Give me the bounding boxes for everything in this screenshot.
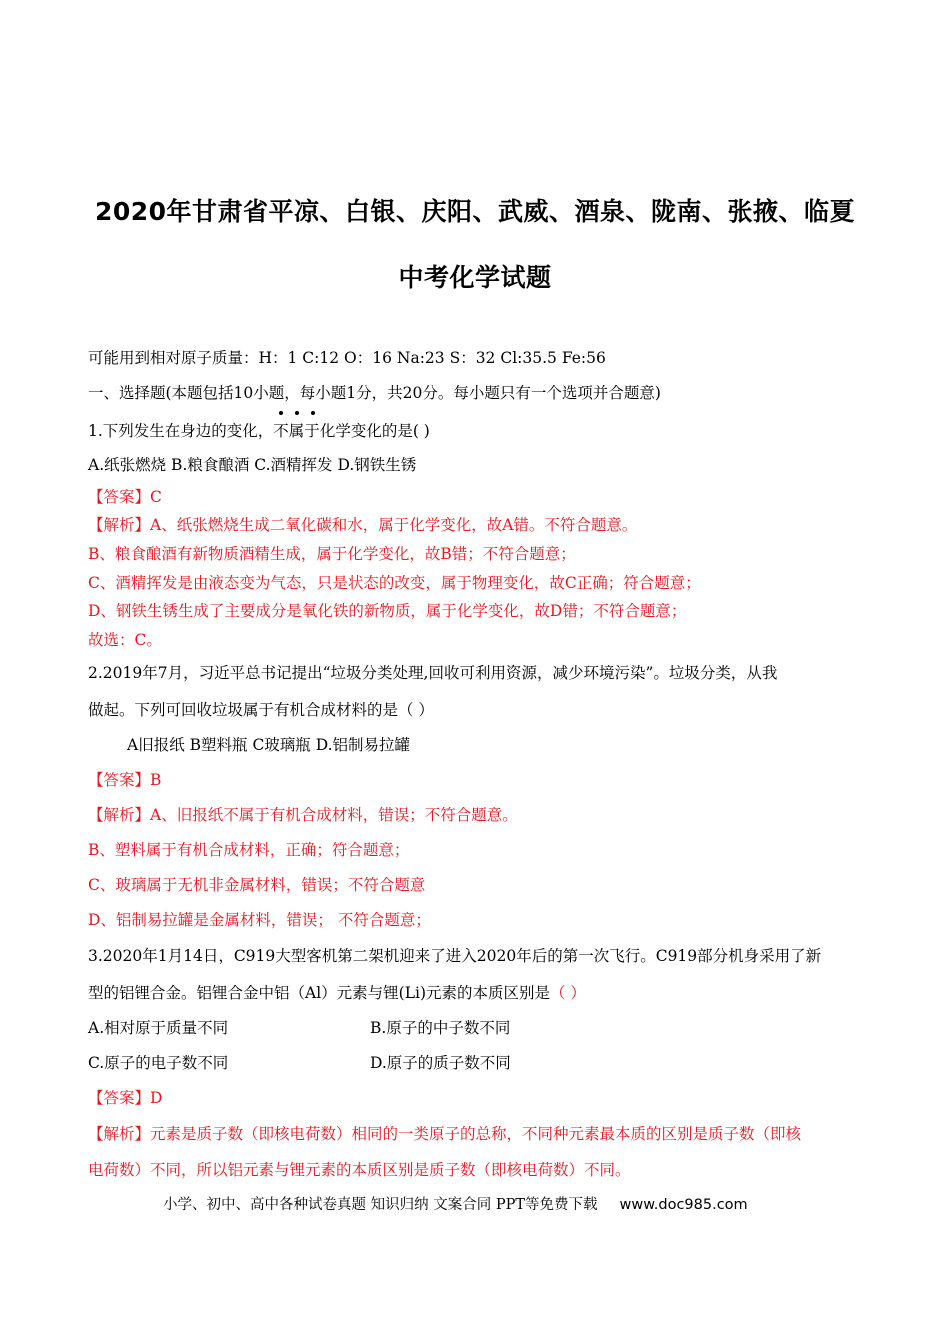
- q3-stem-paren: （ ）: [550, 984, 586, 1002]
- q1-answer: [88, 487, 162, 507]
- answer-value: B: [150, 771, 162, 789]
- answer-tag: 【答案】: [88, 1089, 151, 1107]
- q1-stem-after: 化学变化的是( ): [319, 422, 430, 440]
- q1-analysis-line: 故选：C。: [88, 631, 162, 649]
- q1-options: A.纸张燃烧 B.粮食酿酒 C.酒精挥发 D.钢铁生锈: [88, 456, 417, 474]
- q3-option-a: A.相对原于质量不同: [88, 1019, 229, 1037]
- q3-option-d: D.原子的质子数不同: [370, 1054, 511, 1072]
- answer-tag: 【答案】: [88, 771, 151, 789]
- q2-analysis-line: 【解析】A、旧报纸不属于有机合成材料，错误；不符合题意。: [88, 806, 518, 824]
- q3-stem-line2: 型的铝锂合金。铝锂合金中铝（Al）元素与锂(Li)元素的本质区别是（ ）: [88, 984, 586, 1002]
- footer-text: 小学、初中、高中各种试卷真题 知识归纳 文案合同 PPT等免费下载: [163, 1197, 598, 1213]
- q2-options: A旧报纸 B塑料瓶 C玻璃瓶 D.铝制易拉罐: [127, 736, 411, 754]
- q3-analysis-line: 电荷数）不同，所以铝元素与锂元素的本质区别是质子数（即核电荷数）不同。: [88, 1161, 631, 1179]
- q1-stem: [88, 421, 430, 441]
- q2-analysis-line: D、铝制易拉罐是金属材料，错误； 不符合题意；: [88, 911, 431, 929]
- emphasis-dot: [311, 411, 315, 415]
- emphasis-dot: [279, 411, 283, 415]
- emphasis-dot: [295, 411, 299, 415]
- footer-url[interactable]: www.doc985.com: [619, 1197, 748, 1213]
- q1-analysis-line: 【解析】A、纸张燃烧生成二氧化碳和水，属于化学变化，故A错。不符合题意。: [88, 516, 638, 534]
- q1-analysis-line: D、钢铁生锈生成了主要成分是氧化铁的新物质，属于化学变化，故D错；不符合题意；: [88, 602, 687, 620]
- answer-value: D: [150, 1089, 163, 1107]
- q1-stem-emphasis: 不属于: [273, 422, 320, 440]
- q3-stem-line1: 3.2020年1月14日，C919大型客机第二架机迎来了进入2020年后的第一次飞行。C919部分机身采用了新: [88, 947, 822, 965]
- q3-option-b: B.原子的中子数不同: [370, 1019, 511, 1037]
- analysis-tag: 【解析】: [88, 806, 151, 824]
- section-heading: 一、选择题(本题包括10小题，每小题1分，共20分。每小题只有一个选项并合题意): [88, 384, 661, 402]
- q1-analysis-line: C、酒精挥发是由液态变为气态，只是状态的改变，属于物理变化，故C正确；符合题意；: [88, 574, 701, 592]
- q2-stem-line1: 2.2019年7月，习近平总书记提出“垃圾分类处理,回收可利用资源，减少环境污染”。垃圾分类，从我: [88, 664, 778, 682]
- q2-analysis-line: C、玻璃属于无机非金属材料，错误；不符合题意: [88, 876, 426, 894]
- q2-stem-line2: 做起。下列可回收垃圾属于有机合成材料的是（ ）: [88, 701, 434, 719]
- q2-analysis-line: B、塑料属于有机合成材料，正确；符合题意；: [88, 841, 410, 859]
- page-footer: [163, 1193, 748, 1214]
- answer-value: C: [150, 488, 162, 506]
- analysis-tag: 【解析】: [88, 1125, 151, 1143]
- page-title: 2020年甘肃省平凉、白银、庆阳、武威、酒泉、陇南、张掖、临夏: [94, 197, 856, 226]
- q3-answer: [88, 1088, 162, 1108]
- q2-answer: [88, 770, 161, 790]
- atomic-masses: 可能用到相对原子质量：H：1 C:12 O：16 Na:23 S：32 Cl:35.5 Fe:56: [88, 349, 606, 367]
- analysis-tag: 【解析】: [88, 516, 151, 534]
- page-subtitle: 中考化学试题: [398, 263, 552, 292]
- q1-stem-before: 1.下列发生在身边的变化，: [88, 422, 274, 440]
- q3-option-c: C.原子的电子数不同: [88, 1054, 229, 1072]
- answer-tag: 【答案】: [88, 488, 151, 506]
- q3-analysis-line: 【解析】元素是质子数（即核电荷数）相同的一类原子的总称，不同种元素最本质的区别是质子数（即核: [88, 1125, 802, 1143]
- q1-analysis-line: B、粮食酿酒有新物质酒精生成，属于化学变化，故B错；不符合题意；: [88, 545, 576, 563]
